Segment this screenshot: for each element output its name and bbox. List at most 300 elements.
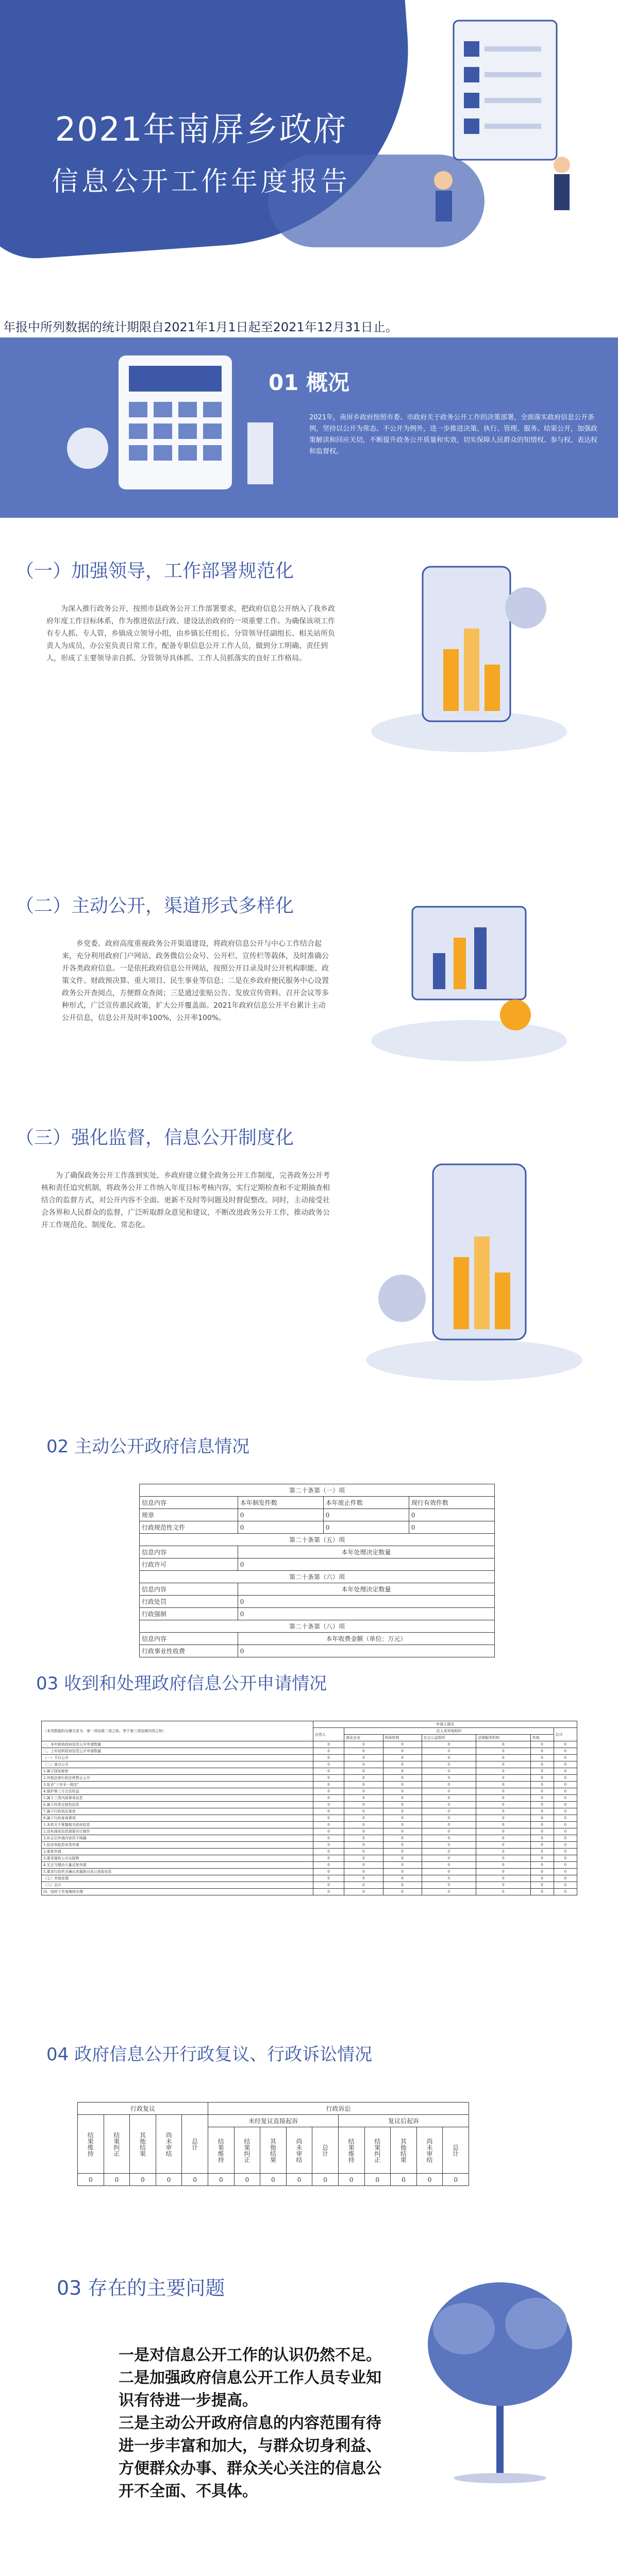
- row-label: 8.属于行政查询事项: [42, 1815, 313, 1822]
- table-cell: 0: [323, 1521, 409, 1534]
- table-cell: 0: [313, 1822, 344, 1828]
- col-header: 尚未审结: [156, 2115, 182, 2174]
- table-cell: 0: [476, 1808, 530, 1815]
- col-header: 法律服务机构: [476, 1735, 530, 1741]
- table-cell: 0: [313, 1855, 344, 1862]
- table-cell: 0: [530, 1788, 554, 1795]
- table-cell: 0: [476, 1842, 530, 1849]
- requests-heading: 03 收到和处理政府信息公开申请情况: [36, 1673, 327, 1694]
- col-header: 信息内容: [140, 1633, 238, 1645]
- table-cell: 0: [344, 1788, 383, 1795]
- table-cell: 0: [313, 1741, 344, 1748]
- table-cell: 0: [422, 1855, 476, 1862]
- table-cell: 0: [476, 1755, 530, 1761]
- table-cell: 0: [383, 1882, 422, 1889]
- table-cell: 0: [313, 1842, 344, 1849]
- col-header: 本年制发件数: [238, 1497, 323, 1509]
- col-header: 社会公益组织: [422, 1735, 476, 1741]
- table-cell: 0: [313, 1849, 344, 1855]
- table-cell: 0: [422, 1741, 476, 1748]
- table-cell: 0: [344, 1795, 383, 1802]
- col-header: 结果维持: [78, 2115, 104, 2174]
- table-cell: 0: [422, 1849, 476, 1855]
- table-cell: 0: [554, 1815, 577, 1822]
- col-header: 结果纠正: [364, 2127, 391, 2174]
- section-leadership-title: （一）加强领导，工作部署规范化: [15, 561, 294, 582]
- table-row: [42, 1775, 577, 1782]
- col-header: 总计: [312, 2127, 339, 2174]
- section-leadership-text: 为深入推行政务公开，按照市县政务公开工作部署要求，把政府信息公开纳入了我乡政府年度工作目标体系，作为推进依法行政、建设法治政府的一项重要工作。为确保该项工作有专人抓、专人管，乡镇成立领导小组，由乡镇长任组长、分管领导任副组长、相关站所负责人为成员，办公室负责日常工作，配备专职信息公开工作人员，做到分工明确、责任到人，形成了主要领导亲自抓、分管领导具体抓、工作人员抓落实的良好工作格局。: [46, 605, 335, 663]
- table-cell: 0: [344, 1775, 383, 1782]
- table-cell: 0: [383, 1889, 422, 1895]
- table-cell: 0: [530, 1755, 554, 1761]
- issues-list: [119, 2344, 387, 2503]
- table-cell: 0: [476, 1849, 530, 1855]
- table-cell: 0: [476, 1869, 530, 1875]
- table-cell: 0: [554, 1788, 577, 1795]
- table-cell: 0: [260, 2174, 287, 2186]
- table-cell: 0: [344, 1755, 383, 1761]
- table-cell: 0: [344, 1882, 383, 1889]
- row-label: 5.要求行政机关确认或重新出具已获取信息: [42, 1869, 313, 1875]
- table-cell: 0: [443, 2174, 469, 2186]
- table-cell: 行政事业性收费: [140, 1645, 238, 1657]
- review-heading: 04 政府信息公开行政复议、行政诉讼情况: [46, 2044, 373, 2065]
- table-cell: 0: [238, 1558, 494, 1571]
- table-row: [42, 1748, 577, 1755]
- table-cell: 0: [383, 1822, 422, 1828]
- page-subtitle: 信息公开工作年度报告: [51, 166, 350, 197]
- table-row: [42, 1761, 577, 1768]
- table-cell: 0: [234, 2174, 260, 2186]
- table-cell: 0: [476, 1822, 530, 1828]
- active-disclosure-table: [139, 1484, 495, 1657]
- col-header: 总计: [443, 2127, 469, 2174]
- table-cell: 0: [476, 1761, 530, 1768]
- legal-person-header: 法人或其他组织: [344, 1728, 554, 1735]
- table-row: [42, 1822, 577, 1828]
- table-cell: 规章: [140, 1509, 238, 1521]
- table-cell: 0: [422, 1795, 476, 1802]
- table-cell: 0: [530, 1855, 554, 1862]
- col-header: 本年处理决定数量: [238, 1546, 494, 1558]
- table-cell: 0: [344, 1748, 383, 1755]
- table-cell: 0: [554, 1842, 577, 1849]
- table-cell: 0: [344, 1741, 383, 1748]
- table-cell: 0: [476, 1775, 530, 1782]
- table-cell: 0: [554, 1889, 577, 1895]
- table-cell: 0: [238, 1596, 494, 1608]
- table-cell: 0: [344, 1828, 383, 1835]
- table-cell: 0: [182, 2174, 208, 2186]
- table-cell: 0: [383, 1802, 422, 1808]
- table-cell: 0: [476, 1741, 530, 1748]
- row-label: 2.其他法律行政法规禁止公开: [42, 1775, 313, 1782]
- table-cell: 0: [422, 1775, 476, 1782]
- checklist-illustration-icon: [423, 10, 588, 227]
- table-cell: 0: [554, 1855, 577, 1862]
- page-title: 2021年南屏乡政府: [55, 111, 347, 149]
- table-cell: 0: [422, 1748, 476, 1755]
- table-cell: 0: [344, 1862, 383, 1869]
- col-header: 尚未审结: [286, 2127, 312, 2174]
- table-cell: 0: [313, 1835, 344, 1842]
- col-header: 总计: [182, 2115, 208, 2174]
- table-cell: 0: [554, 1808, 577, 1815]
- tree-illustration-icon: [402, 2267, 598, 2483]
- table-cell: 0: [383, 1815, 422, 1822]
- table-cell: 0: [530, 1882, 554, 1889]
- requests-table: [41, 1721, 577, 1895]
- table-cell: 0: [238, 1509, 323, 1521]
- table-cell: 行政处罚: [140, 1596, 238, 1608]
- review-table: [77, 2102, 469, 2186]
- table-cell: 0: [238, 1645, 494, 1657]
- row-label: 3.补正后申请内容仍不明确: [42, 1835, 313, 1842]
- table-cell: 0: [530, 1768, 554, 1775]
- total-header: 总计: [554, 1728, 577, 1741]
- table-row: [42, 1849, 577, 1855]
- table-cell: 0: [313, 1862, 344, 1869]
- issue-item: 二是加强政府信息公开工作人员专业知识有待进一步提高。: [119, 2369, 381, 2410]
- table-cell: 0: [530, 1889, 554, 1895]
- col-header: 其他结果: [130, 2115, 156, 2174]
- table-cell: 0: [554, 1828, 577, 1835]
- row-label: 二、上年结转政府信息公开申请数量: [42, 1748, 313, 1755]
- not-reviewed-header: 未经复议直接起诉: [208, 2115, 338, 2127]
- table-cell: 0: [313, 1869, 344, 1875]
- table-cell: 0: [323, 1509, 409, 1521]
- table-cell: 0: [530, 1795, 554, 1802]
- table-cell: 0: [476, 1862, 530, 1869]
- table-cell: 0: [383, 1849, 422, 1855]
- table-cell: 0: [383, 1788, 422, 1795]
- table-cell: 0: [344, 1849, 383, 1855]
- natural-person-header: 自然人: [313, 1728, 344, 1741]
- table-cell: 0: [554, 1795, 577, 1802]
- table-cell: 0: [383, 1855, 422, 1862]
- litigation-header: 行政诉讼: [208, 2103, 469, 2115]
- col-header: 结果维持: [208, 2127, 234, 2174]
- table-cell: 0: [383, 1795, 422, 1802]
- admin-review-header: 行政复议: [78, 2103, 208, 2115]
- after-review-header: 复议后起诉: [338, 2115, 469, 2127]
- table-cell: 0: [554, 1822, 577, 1828]
- row-label: （八）总计: [42, 1882, 313, 1889]
- table-cell: 0: [313, 1755, 344, 1761]
- col-header: 科研机构: [383, 1735, 422, 1741]
- table-cell: 0: [476, 1828, 530, 1835]
- table-cell: 0: [476, 1802, 530, 1808]
- table-cell: 0: [383, 1775, 422, 1782]
- table-cell: 0: [344, 1768, 383, 1775]
- table-cell: 0: [554, 1782, 577, 1788]
- row-label: 7.属于行政执法案卷: [42, 1808, 313, 1815]
- table-cell: 0: [313, 1795, 344, 1802]
- table-row: [42, 1835, 577, 1842]
- table-cell: 0: [554, 1741, 577, 1748]
- col-header: 结果纠正: [234, 2127, 260, 2174]
- row-label: 1.信访举报投诉类申请: [42, 1842, 313, 1849]
- table-cell: 0: [344, 1875, 383, 1882]
- section-supervision-title: （三）强化监督，信息公开制度化: [15, 1127, 294, 1148]
- col-header: 本年处理决定数量: [238, 1583, 494, 1596]
- col-header: 本年收费金额（单位：万元）: [238, 1633, 494, 1645]
- issue-item: 三是主动公开政府信息的内容范围有待进一步丰富和加大，与群众切身利益、方便群众办事、群众关心关注的信息公开不全面、不具体。: [119, 2414, 381, 2500]
- table-cell: 0: [422, 1862, 476, 1869]
- table-cell: 0: [383, 1808, 422, 1815]
- table-cell: 0: [476, 1782, 530, 1788]
- table-cell: 0: [409, 1521, 494, 1534]
- table-cell: 0: [78, 2174, 104, 2186]
- table-cell: 0: [554, 1748, 577, 1755]
- table-cell: 0: [344, 1855, 383, 1862]
- col-header: 信息内容: [140, 1497, 238, 1509]
- table-cell: 0: [530, 1802, 554, 1808]
- table-cell: 0: [208, 2174, 234, 2186]
- table-cell: 0: [422, 1788, 476, 1795]
- table-cell: 0: [554, 1761, 577, 1768]
- table-cell: 0: [313, 1768, 344, 1775]
- table-cell: 0: [344, 1889, 383, 1895]
- table-cell: 0: [476, 1768, 530, 1775]
- col-header: 其他结果: [391, 2127, 417, 2174]
- table-cell: 0: [391, 2174, 417, 2186]
- table-cell: 0: [554, 1849, 577, 1855]
- requests-head-right: 申请人情况: [313, 1721, 577, 1728]
- table-cell: 0: [409, 1509, 494, 1521]
- col-header: 尚未审结: [416, 2127, 443, 2174]
- table-row: [42, 1842, 577, 1849]
- table-cell: 0: [383, 1842, 422, 1849]
- table-cell: 0: [422, 1842, 476, 1849]
- table-cell: 0: [476, 1835, 530, 1842]
- issues-heading: 03 存在的主要问题: [57, 2277, 225, 2299]
- table-row: [42, 1828, 577, 1835]
- table-cell: 0: [530, 1862, 554, 1869]
- table-cell: 0: [476, 1788, 530, 1795]
- table-cell: 0: [422, 1761, 476, 1768]
- table-cell: 0: [364, 2174, 391, 2186]
- table-cell: 0: [383, 1768, 422, 1775]
- table-cell: 0: [344, 1822, 383, 1828]
- table-cell: 0: [554, 1882, 577, 1889]
- table-cell: 0: [422, 1882, 476, 1889]
- row-label: 1.属于国家秘密: [42, 1768, 313, 1775]
- table-cell: 0: [554, 1835, 577, 1842]
- table-cell: 0: [344, 1869, 383, 1875]
- table-row: [42, 1768, 577, 1775]
- table-cell: 0: [312, 2174, 339, 2186]
- col-header: 结果纠正: [104, 2115, 130, 2174]
- table-cell: 行政规范性文件: [140, 1521, 238, 1534]
- table-cell: 0: [554, 1869, 577, 1875]
- col-header: 信息内容: [140, 1546, 238, 1558]
- block1-head: 第二十条第（一）项: [140, 1484, 495, 1497]
- table-cell: 0: [313, 1748, 344, 1755]
- table-cell: 0: [313, 1761, 344, 1768]
- block3-head: 第二十条第（六）项: [140, 1571, 495, 1583]
- table-cell: 0: [383, 1869, 422, 1875]
- row-label: 四、结转下年度继续办理: [42, 1889, 313, 1895]
- table-row: [42, 1862, 577, 1869]
- table-cell: 0: [313, 1828, 344, 1835]
- hero: [0, 0, 618, 309]
- row-label: 3.危及"三安全一稳定": [42, 1782, 313, 1788]
- table-cell: 0: [554, 1862, 577, 1869]
- table-cell: 行政强制: [140, 1608, 238, 1620]
- table-cell: 0: [530, 1828, 554, 1835]
- table-cell: 0: [530, 1808, 554, 1815]
- table-cell: 0: [338, 2174, 364, 2186]
- table-cell: 0: [554, 1875, 577, 1882]
- col-header: 现行有效件数: [409, 1497, 494, 1509]
- table-row: [42, 1795, 577, 1802]
- table-cell: 0: [416, 2174, 443, 2186]
- table-cell: 0: [344, 1815, 383, 1822]
- statistics-period-note: 年报中所列数据的统计期限自2021年1月1日起至2021年12月31日止。: [3, 320, 398, 334]
- table-cell: 0: [313, 1788, 344, 1795]
- table-cell: 0: [554, 1755, 577, 1761]
- table-cell: 0: [422, 1869, 476, 1875]
- table-cell: 0: [530, 1869, 554, 1875]
- table-cell: 0: [344, 1835, 383, 1842]
- row-label: 1.本机关不掌握相关政府信息: [42, 1822, 313, 1828]
- table-cell: 0: [104, 2174, 130, 2186]
- active-disclosure-heading: 02 主动公开政府信息情况: [46, 1436, 250, 1457]
- table-cell: 0: [383, 1862, 422, 1869]
- table-cell: 0: [554, 1768, 577, 1775]
- row-label: 2.没有现成信息需要另行制作: [42, 1828, 313, 1835]
- table-cell: 0: [383, 1761, 422, 1768]
- table-cell: 0: [422, 1768, 476, 1775]
- table-cell: 0: [530, 1775, 554, 1782]
- table-row: [42, 1889, 577, 1895]
- table-cell: 0: [130, 2174, 156, 2186]
- table-cell: 0: [383, 1828, 422, 1835]
- row-label: 6.属于四类过程性信息: [42, 1802, 313, 1808]
- table-cell: 0: [476, 1855, 530, 1862]
- table-cell: 0: [476, 1748, 530, 1755]
- table-cell: 0: [476, 1889, 530, 1895]
- table-cell: 行政许可: [140, 1558, 238, 1571]
- mobile-data-illustration-icon: [356, 1144, 593, 1386]
- table-row: [42, 1741, 577, 1748]
- table-row: [42, 1869, 577, 1875]
- overview-heading: 01 概况: [268, 370, 350, 395]
- table-cell: 0: [313, 1875, 344, 1882]
- col-header: 商业企业: [344, 1735, 383, 1741]
- table-cell: 0: [422, 1835, 476, 1842]
- col-header: 其他: [530, 1735, 554, 1741]
- table-cell: 0: [422, 1782, 476, 1788]
- table-cell: 0: [383, 1835, 422, 1842]
- table-cell: 0: [476, 1875, 530, 1882]
- section-channels-text: 乡党委、政府高度重视政务公开渠道建设，将政府信息公开与中心工作结合起来，充分利用政府门户网站、政务微信公众号、公开栏、宣传栏等载体，及时准确公开各类政府信息。一是依托政府信息公开网站，按照公开目录及时公开机构职能、政策文件、财政预决算、重大项目、民生事业等信息；二是在乡政府便民服务中心设置政务公开查阅点，方便群众查阅；三是通过张贴公告、发放宣传资料、召开会议等多种形式，广泛宣传惠民政策，扩大公开覆盖面。2021年政府信息公开平台累计主动公开信息，信息公开及时率100%，公开率100%。: [62, 940, 329, 1022]
- table-row: [42, 1788, 577, 1795]
- table-cell: 0: [422, 1822, 476, 1828]
- table-cell: 0: [383, 1875, 422, 1882]
- table-cell: 0: [554, 1802, 577, 1808]
- table-cell: 0: [422, 1755, 476, 1761]
- table-cell: 0: [313, 1802, 344, 1808]
- col-header: 信息内容: [140, 1583, 238, 1596]
- table-cell: 0: [476, 1795, 530, 1802]
- table-row: [42, 1782, 577, 1788]
- calculator-illustration-icon: [57, 345, 289, 510]
- table-cell: 0: [530, 1849, 554, 1855]
- section-channels-title: （二）主动公开，渠道形式多样化: [15, 895, 294, 917]
- table-cell: 0: [422, 1802, 476, 1808]
- table-cell: 0: [422, 1828, 476, 1835]
- col-header: 其他结果: [260, 2127, 287, 2174]
- table-row: [42, 1815, 577, 1822]
- table-row: [42, 1882, 577, 1889]
- table-cell: 0: [156, 2174, 182, 2186]
- row-label: 3.要求提供公开出版物: [42, 1855, 313, 1862]
- table-cell: 0: [238, 1521, 323, 1534]
- table-cell: 0: [344, 1761, 383, 1768]
- table-cell: 0: [422, 1875, 476, 1882]
- table-cell: 0: [530, 1815, 554, 1822]
- table-cell: 0: [313, 1775, 344, 1782]
- table-cell: 0: [476, 1815, 530, 1822]
- table-cell: 0: [530, 1822, 554, 1828]
- table-cell: 0: [313, 1782, 344, 1788]
- table-cell: 0: [530, 1782, 554, 1788]
- block4-head: 第二十条第（八）项: [140, 1620, 495, 1633]
- table-cell: 0: [530, 1835, 554, 1842]
- table-row: [42, 1755, 577, 1761]
- overview-text: 2021年，南屏乡政府按照市委、市政府关于政务公开工作的决策部署，全面落实政府信息公开条例，坚持以公开为常态、不公开为例外，进一步推进决策、执行、管理、服务、结果公开，加强政策解读和回应关切，不断提升政务公开质量和实效，切实保障人民群众的知情权、参与权、表达权和监督权。: [309, 414, 598, 455]
- row-label: 一、本年新收政府信息公开申请数量: [42, 1741, 313, 1748]
- row-label: 2.重复申请: [42, 1849, 313, 1855]
- block2-head: 第二十条第（五）项: [140, 1534, 495, 1546]
- row-label: 5.属于三类内部事务信息: [42, 1795, 313, 1802]
- analytics-illustration-icon: [361, 876, 577, 1072]
- table-cell: 0: [383, 1755, 422, 1761]
- table-cell: 0: [313, 1815, 344, 1822]
- table-cell: 0: [286, 2174, 312, 2186]
- table-cell: 0: [422, 1889, 476, 1895]
- table-cell: 0: [313, 1882, 344, 1889]
- table-cell: 0: [313, 1808, 344, 1815]
- issue-item: 一是对信息公开工作的认识仍然不足。: [119, 2346, 381, 2364]
- table-cell: 0: [344, 1782, 383, 1788]
- table-cell: 0: [530, 1748, 554, 1755]
- table-cell: 0: [383, 1782, 422, 1788]
- table-row: [42, 1802, 577, 1808]
- table-cell: 0: [530, 1741, 554, 1748]
- table-row: [42, 1808, 577, 1815]
- row-label: （一）予以公开: [42, 1755, 313, 1761]
- table-cell: 0: [344, 1842, 383, 1849]
- table-cell: 0: [383, 1748, 422, 1755]
- table-cell: 0: [530, 1875, 554, 1882]
- row-label: （七）其他处理: [42, 1875, 313, 1882]
- table-row: [78, 2174, 469, 2186]
- section-supervision-text: 为了确保政务公开工作落到实处，乡政府建立健全政务公开工作制度，完善政务公开考核和责任追究机制，将政务公开工作纳入年度目标考核内容，实行定期检查和不定期抽查相结合的监督方式，对公开内容不全面、更新不及时等问题及时督促整改。同时，主动接受社会各界和人民群众的监督，广泛听取群众意见和建议，不断改进政务公开工作，推动政务公开工作规范化、制度化、常态化。: [41, 1172, 330, 1229]
- row-label: 4.保护第三方合法权益: [42, 1788, 313, 1795]
- row-label: 4.无正当理由大量反复申请: [42, 1862, 313, 1869]
- table-cell: 0: [422, 1808, 476, 1815]
- row-label: （二）部分公开: [42, 1761, 313, 1768]
- table-cell: 0: [530, 1761, 554, 1768]
- table-cell: 0: [554, 1775, 577, 1782]
- col-header: 结果维持: [338, 2127, 364, 2174]
- table-row: [42, 1875, 577, 1882]
- col-header: 本年废止件数: [323, 1497, 409, 1509]
